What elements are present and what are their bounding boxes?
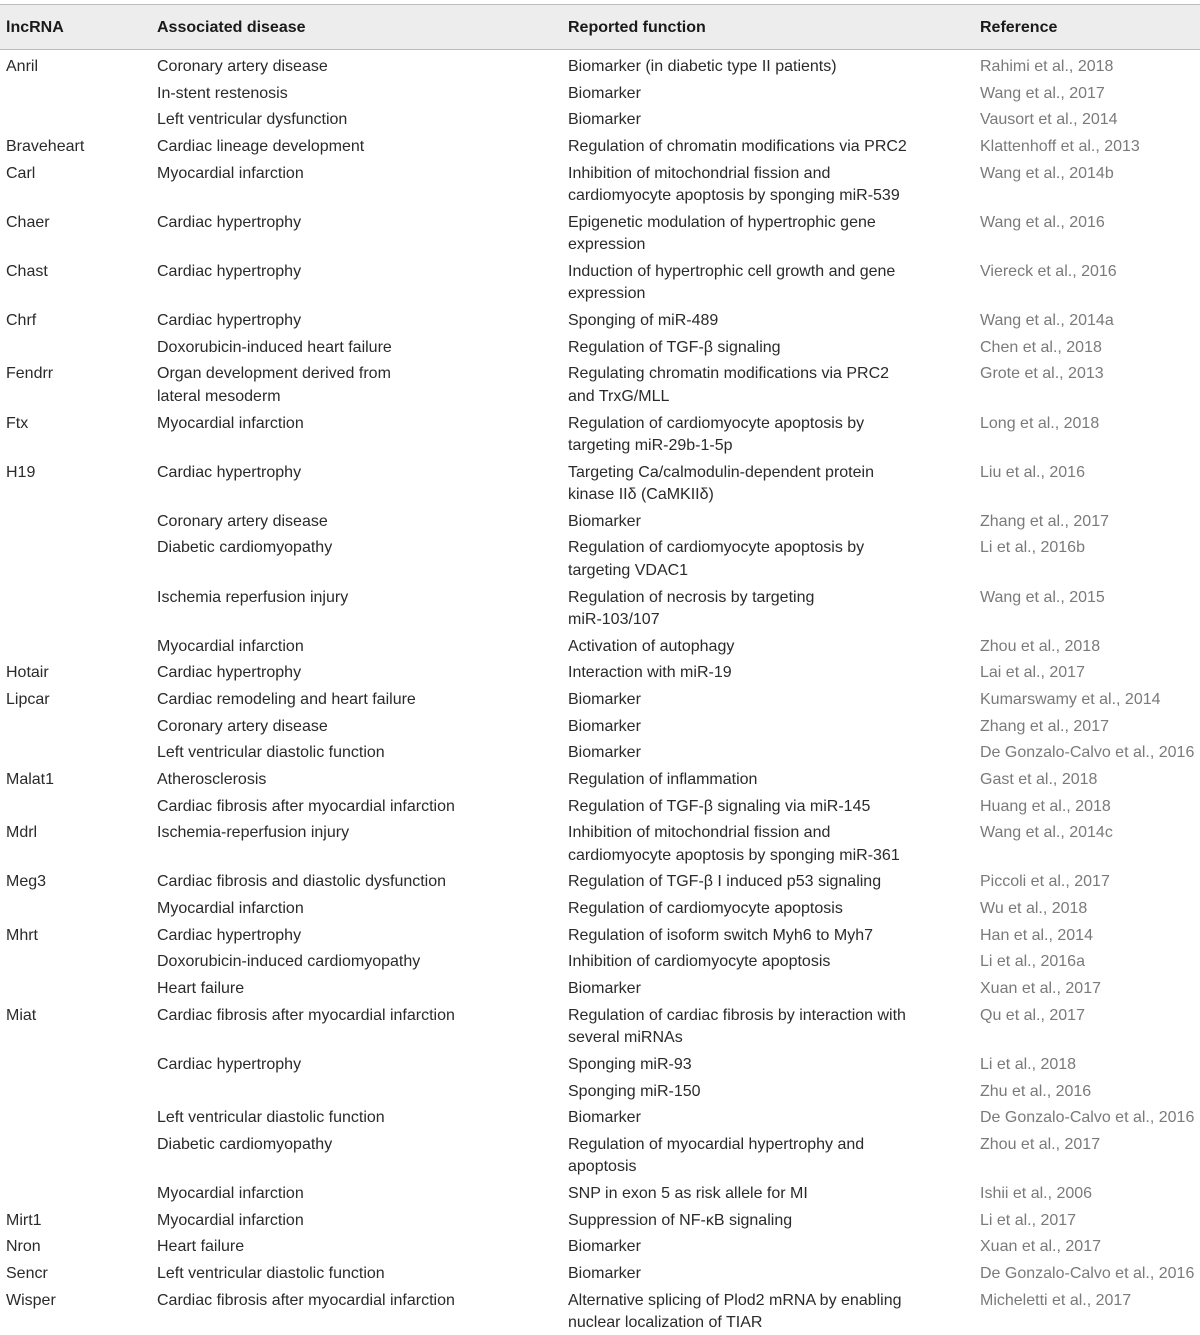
table-row (0, 1290, 1200, 1335)
cell-function (568, 662, 732, 685)
cell-function-line: Regulation of necrosis by targeting (568, 588, 815, 606)
cell-function (568, 769, 757, 792)
cell-lncrna: Chrf (6, 312, 37, 330)
cell-function-line: expression (568, 236, 646, 254)
cell-function-line: cardiomyocyte apoptosis by sponging miR-361 (568, 846, 900, 864)
cell-function (568, 689, 641, 712)
cell-disease-line: Myocardial infarction (157, 637, 304, 655)
cell-disease-line: Diabetic cardiomyopathy (157, 1135, 333, 1153)
table-row (0, 511, 1200, 534)
cell-reference: Piccoli et al., 2017 (980, 873, 1110, 891)
cell-function-line: apoptosis (568, 1158, 637, 1176)
cell-function (568, 587, 814, 632)
cell-disease-line: Myocardial infarction (157, 1184, 304, 1202)
table-row (0, 1005, 1200, 1050)
cell-disease-line: Cardiac fibrosis after myocardial infarction (157, 1006, 455, 1024)
cell-function (568, 1081, 701, 1104)
cell-lncrna: Wisper (6, 1291, 56, 1309)
table-row (0, 1210, 1200, 1233)
cell-function-line: Regulation of isoform switch Myh6 to Myh7 (568, 926, 874, 944)
cell-reference: Lai et al., 2017 (980, 664, 1085, 682)
cell-function-line: Regulation of TGF-β signaling via miR-145 (568, 797, 871, 815)
cell-function (568, 1183, 808, 1206)
cell-lncrna: Miat (6, 1006, 37, 1024)
cell-function-line: Interaction with miR-19 (568, 664, 732, 682)
table-row (0, 163, 1200, 208)
cell-disease (157, 537, 332, 560)
cell-disease-line: Cardiac remodeling and heart failure (157, 691, 416, 709)
cell-function (568, 1236, 641, 1259)
table-row (0, 1054, 1200, 1077)
cell-disease (157, 212, 301, 235)
header-reference: Reference (980, 19, 1058, 36)
cell-function-line: Regulating chromatin modifications via PRC2 (568, 365, 890, 383)
table-row (0, 796, 1200, 819)
cell-disease (157, 1210, 304, 1233)
cell-function-line: Regulation of chromatin modifications via PRC2 (568, 137, 907, 155)
cell-lncrna: Mhrt (6, 926, 38, 944)
cell-disease-line: Cardiac hypertrophy (157, 213, 302, 231)
cell-reference: Rahimi et al., 2018 (980, 58, 1114, 75)
cell-function (568, 337, 781, 360)
cell-disease-line: Heart failure (157, 980, 245, 998)
cell-disease (157, 163, 304, 186)
cell-function-line: Regulation of myocardial hypertrophy and (568, 1135, 865, 1153)
cell-function (568, 978, 641, 1001)
cell-function (568, 413, 864, 458)
cell-disease-line: Diabetic cardiomyopathy (157, 539, 333, 557)
cell-lncrna: Lipcar (6, 691, 50, 709)
table-row (0, 716, 1200, 739)
table-row (0, 136, 1200, 159)
cell-disease-line: Cardiac hypertrophy (157, 664, 302, 682)
cell-function (568, 716, 641, 739)
table-row (0, 1183, 1200, 1206)
cell-reference: Zhou et al., 2017 (980, 1135, 1101, 1153)
cell-disease (157, 413, 304, 436)
cell-reference: Wang et al., 2014a (980, 312, 1114, 330)
cell-function-line: Activation of autophagy (568, 637, 735, 655)
cell-reference: Xuan et al., 2017 (980, 980, 1101, 998)
cell-function-line: expression (568, 285, 646, 303)
cell-reference: Wang et al., 2014b (980, 164, 1114, 182)
cell-function (568, 462, 874, 507)
cell-disease-line: Cardiac hypertrophy (157, 463, 302, 481)
cell-disease (157, 769, 266, 792)
cell-function-line: Regulation of inflammation (568, 771, 758, 788)
table-row (0, 212, 1200, 257)
cell-reference: Gast et al., 2018 (980, 771, 1098, 788)
cell-function-line: Biomarker (in diabetic type II patients) (568, 58, 837, 75)
cell-reference: Zhang et al., 2017 (980, 717, 1109, 735)
cell-disease (157, 1290, 455, 1313)
cell-reference: Liu et al., 2016 (980, 463, 1085, 481)
table-row (0, 636, 1200, 659)
cell-reference: Li et al., 2016a (980, 953, 1085, 971)
table-row (0, 978, 1200, 1001)
cell-function (568, 511, 641, 534)
cell-disease (157, 109, 347, 132)
table-row (0, 462, 1200, 507)
cell-disease-line: Left ventricular diastolic function (157, 744, 385, 762)
cell-disease (157, 56, 328, 79)
cell-disease-line: Cardiac hypertrophy (157, 926, 302, 944)
cell-function (568, 925, 873, 948)
table-row (0, 1107, 1200, 1130)
cell-reference: Li et al., 2016b (980, 539, 1085, 557)
cell-lncrna: Carl (6, 164, 36, 182)
cell-function-line: Biomarker (568, 1238, 641, 1256)
cell-reference: Zhou et al., 2018 (980, 637, 1101, 655)
cell-function-line: Regulation of cardiomyocyte apoptosis (568, 900, 843, 918)
table-row (0, 1236, 1200, 1259)
cell-disease (157, 689, 416, 712)
cell-function-line: several miRNAs (568, 1029, 683, 1047)
cell-function-line: Suppression of NF-κB signaling (568, 1211, 793, 1229)
cell-disease-line: Coronary artery disease (157, 512, 328, 530)
cell-disease-line: Myocardial infarction (157, 414, 304, 432)
table-row (0, 56, 1200, 79)
cell-reference: Kumarswamy et al., 2014 (980, 691, 1161, 709)
cell-lncrna: Anril (6, 58, 39, 75)
cell-function-line: Inhibition of cardiomyocyte apoptosis (568, 953, 831, 971)
cell-function (568, 822, 900, 867)
cell-lncrna: Sencr (6, 1264, 48, 1282)
cell-function-line: Regulation of cardiac fibrosis by interaction with (568, 1006, 906, 1024)
table-row (0, 951, 1200, 974)
cell-disease-line: In-stent restenosis (157, 84, 288, 102)
cell-disease (157, 796, 455, 819)
cell-lncrna: Mdrl (6, 824, 38, 842)
cell-disease-line: Left ventricular diastolic function (157, 1264, 385, 1282)
cell-disease (157, 1134, 332, 1157)
cell-reference: De Gonzalo-Calvo et al., 2016 (980, 1264, 1195, 1282)
cell-disease (157, 636, 304, 659)
table-row (0, 1134, 1200, 1179)
cell-reference: De Gonzalo-Calvo et al., 2016 (980, 1109, 1195, 1127)
cell-disease (157, 1263, 385, 1286)
cell-reference: Wu et al., 2018 (980, 900, 1088, 918)
cell-lncrna: Meg3 (6, 873, 47, 891)
cell-function-line: Sponging miR-93 (568, 1055, 692, 1073)
table-row (0, 261, 1200, 306)
cell-lncrna: Braveheart (6, 137, 85, 155)
cell-function (568, 742, 641, 765)
cell-function-line: Biomarker (568, 1109, 641, 1127)
table-row (0, 925, 1200, 948)
cell-disease (157, 587, 348, 610)
cell-disease (157, 511, 328, 534)
cell-function (568, 951, 830, 974)
cell-disease (157, 337, 392, 360)
table-row (0, 689, 1200, 712)
table-row (0, 363, 1200, 408)
cell-reference: Ishii et al., 2006 (980, 1184, 1093, 1202)
cell-reference: Qu et al., 2017 (980, 1006, 1085, 1024)
cell-lncrna: Fendrr (6, 365, 54, 383)
cell-function (568, 1210, 792, 1233)
cell-function (568, 109, 641, 132)
cell-reference: Klattenhoff et al., 2013 (980, 137, 1140, 155)
cell-function (568, 83, 641, 106)
cell-disease-line: lateral mesoderm (157, 387, 281, 405)
cell-reference: Wang et al., 2016 (980, 213, 1105, 231)
cell-reference: Chen et al., 2018 (980, 338, 1102, 356)
cell-function-line: Inhibition of mitochondrial fission and (568, 164, 831, 182)
cell-function (568, 163, 900, 208)
cell-function (568, 1263, 641, 1286)
cell-function (568, 363, 889, 408)
cell-reference: Long et al., 2018 (980, 414, 1100, 432)
cell-function (568, 1290, 902, 1335)
cell-lncrna: Nron (6, 1238, 41, 1256)
cell-function (568, 1107, 641, 1130)
table-row (0, 109, 1200, 132)
cell-lncrna: Chast (6, 262, 48, 280)
cell-disease-line: Ischemia-reperfusion injury (157, 824, 350, 842)
cell-function-line: Biomarker (568, 111, 641, 129)
cell-disease-line: Cardiac hypertrophy (157, 1055, 302, 1073)
table-row (0, 871, 1200, 894)
cell-function-line: targeting VDAC1 (568, 561, 689, 579)
header-associated-disease: Associated disease (157, 19, 306, 36)
cell-function-line: Regulation of cardiomyocyte apoptosis by (568, 414, 865, 432)
cell-function-line: Targeting Ca/calmodulin-dependent protein (568, 463, 874, 481)
cell-disease (157, 898, 304, 921)
table-row (0, 310, 1200, 333)
cell-function-line: Biomarker (568, 691, 641, 709)
cell-function (568, 537, 864, 582)
table-header (0, 5, 1200, 49)
cell-function-line: Biomarker (568, 744, 641, 762)
cell-reference: Han et al., 2014 (980, 926, 1093, 944)
cell-disease (157, 1107, 385, 1130)
cell-function-line: Epigenetic modulation of hypertrophic gene (568, 213, 876, 231)
cell-reference: Wang et al., 2017 (980, 84, 1105, 102)
cell-disease (157, 1183, 304, 1206)
cell-disease-line: Left ventricular diastolic function (157, 1109, 385, 1127)
cell-disease-line: Myocardial infarction (157, 1211, 304, 1229)
cell-reference: Wang et al., 2014c (980, 824, 1113, 842)
cell-lncrna: H19 (6, 463, 36, 481)
cell-disease-line: Myocardial infarction (157, 164, 304, 182)
cell-function-line: Induction of hypertrophic cell growth and gene (568, 262, 896, 280)
cell-function (568, 871, 881, 894)
cell-reference: Li et al., 2017 (980, 1211, 1077, 1229)
cell-reference: Xuan et al., 2017 (980, 1238, 1101, 1256)
cell-disease-line: Cardiac fibrosis and diastolic dysfunction (157, 873, 447, 891)
cell-function-line: Biomarker (568, 1264, 641, 1282)
cell-function-line: Biomarker (568, 717, 641, 735)
cell-function (568, 636, 734, 659)
table-row (0, 337, 1200, 360)
cell-disease (157, 1005, 455, 1028)
table-row (0, 822, 1200, 867)
table-row (0, 742, 1200, 765)
cell-disease-line: Left ventricular dysfunction (157, 111, 348, 129)
cell-function (568, 898, 843, 921)
cell-reference: Zhang et al., 2017 (980, 512, 1109, 530)
cell-disease (157, 1054, 301, 1077)
cell-reference: De Gonzalo-Calvo et al., 2016 (980, 744, 1195, 762)
cell-function (568, 796, 870, 819)
cell-function-line: targeting miR-29b-1-5p (568, 437, 733, 454)
cell-function-line: Sponging miR-150 (568, 1082, 701, 1100)
cell-disease (157, 978, 244, 1001)
table-row (0, 662, 1200, 685)
table-row (0, 1263, 1200, 1286)
table-row (0, 769, 1200, 792)
header-rule (0, 49, 1200, 50)
cell-function (568, 136, 907, 159)
cell-disease-line: Cardiac hypertrophy (157, 312, 302, 330)
cell-function-line: and TrxG/MLL (568, 387, 670, 405)
cell-function (568, 212, 876, 257)
cell-disease-line: Atherosclerosis (157, 771, 267, 788)
cell-lncrna: Malat1 (6, 771, 55, 788)
table-row (0, 898, 1200, 921)
cell-function (568, 1134, 864, 1179)
cell-disease (157, 716, 328, 739)
cell-function-line: miR-103/107 (568, 611, 660, 629)
cell-function-line: Regulation of cardiomyocyte apoptosis by (568, 539, 865, 557)
cell-reference: Micheletti et al., 2017 (980, 1291, 1132, 1309)
table-row (0, 537, 1200, 582)
cell-function-line: Regulation of TGF-β signaling (568, 338, 781, 356)
cell-reference: Vausort et al., 2014 (980, 111, 1118, 129)
cell-disease (157, 925, 301, 948)
cell-function-line: Biomarker (568, 512, 641, 530)
cell-function-line: Biomarker (568, 84, 641, 102)
header-reported-function: Reported function (568, 19, 706, 36)
cell-function (568, 56, 837, 79)
cell-disease-line: Coronary artery disease (157, 58, 328, 75)
cell-disease-line: Organ development derived from (157, 365, 391, 383)
cell-disease (157, 742, 385, 765)
cell-reference: Viereck et al., 2016 (980, 262, 1117, 280)
cell-function-line: Alternative splicing of Plod2 mRNA by enabling (568, 1291, 902, 1309)
cell-disease (157, 1236, 244, 1259)
cell-disease-line: Cardiac fibrosis after myocardial infarction (157, 1291, 455, 1309)
cell-disease-line: Heart failure (157, 1238, 245, 1256)
cell-function-line: SNP in exon 5 as risk allele for MI (568, 1184, 808, 1202)
cell-function (568, 1005, 906, 1050)
cell-function (568, 261, 895, 306)
cell-disease-line: Cardiac hypertrophy (157, 262, 302, 280)
cell-lncrna: Hotair (6, 664, 49, 682)
cell-reference: Wang et al., 2015 (980, 588, 1105, 606)
cell-reference: Zhu et al., 2016 (980, 1082, 1092, 1100)
cell-disease-line: Coronary artery disease (157, 717, 328, 735)
cell-function-line: Inhibition of mitochondrial fission and (568, 824, 831, 842)
cell-reference: Huang et al., 2018 (980, 797, 1111, 815)
table-row (0, 1081, 1200, 1104)
cell-disease-line: Ischemia reperfusion injury (157, 588, 349, 606)
table-row (0, 83, 1200, 106)
cell-lncrna: Mirt1 (6, 1211, 42, 1229)
cell-lncrna: Chaer (6, 213, 50, 231)
cell-disease (157, 261, 301, 284)
cell-disease (157, 822, 349, 845)
cell-function-line: Regulation of TGF-β I induced p53 signaling (568, 873, 882, 891)
cell-function-line: nuclear localization of TIAR (568, 1314, 763, 1332)
cell-disease (157, 83, 288, 106)
cell-disease (157, 462, 301, 485)
cell-lncrna: Ftx (6, 414, 29, 432)
cell-disease (157, 363, 391, 408)
cell-function-line: Sponging of miR-489 (568, 312, 719, 330)
cell-disease-line: Cardiac lineage development (157, 137, 365, 155)
cell-function-line: Biomarker (568, 980, 641, 998)
cell-disease (157, 951, 420, 974)
cell-reference: Grote et al., 2013 (980, 365, 1104, 383)
cell-disease-line: Doxorubicin-induced cardiomyopathy (157, 953, 421, 971)
cell-disease-line: Myocardial infarction (157, 900, 304, 918)
table-row (0, 587, 1200, 632)
table-row (0, 413, 1200, 458)
cell-disease (157, 871, 446, 894)
cell-disease-line: Doxorubicin-induced heart failure (157, 338, 392, 356)
cell-function (568, 310, 718, 333)
cell-disease (157, 136, 364, 159)
cell-disease-line: Cardiac fibrosis after myocardial infarction (157, 797, 455, 815)
header-lncrna: lncRNA (6, 19, 64, 36)
cell-reference: Li et al., 2018 (980, 1055, 1077, 1073)
cell-function-line: kinase IIδ (CaMKIIδ) (568, 486, 714, 504)
cell-disease (157, 310, 301, 333)
cell-function (568, 1054, 692, 1077)
cell-function-line: cardiomyocyte apoptosis by sponging miR-539 (568, 187, 900, 205)
cell-disease (157, 662, 301, 685)
